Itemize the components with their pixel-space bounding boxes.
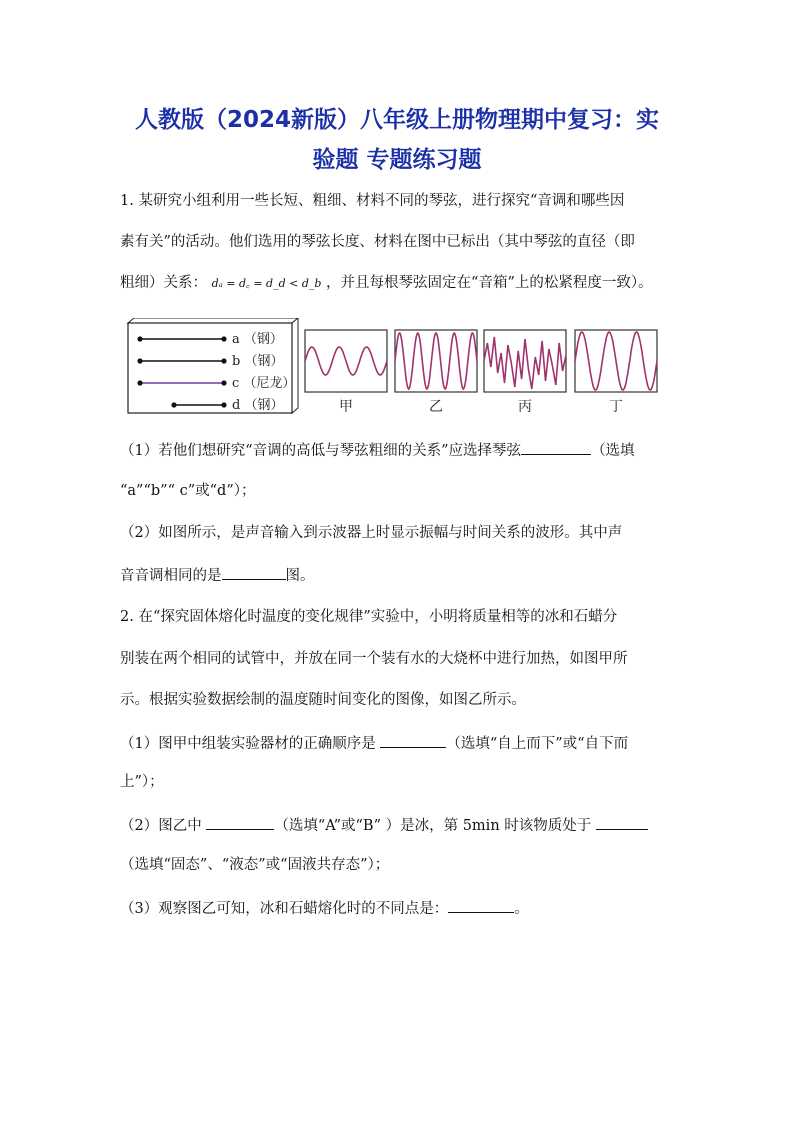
q1-line2: 素有关”的活动。他们选用的琴弦长度、材料在图中已标出（其中琴弦的直径（即 [120,234,635,250]
answer-blank[interactable] [222,565,286,580]
diameter-relation: dₐ = d꜀ = d_d < d_b [211,277,322,290]
strings-waveform-figure [120,318,665,418]
waveform-3 [484,330,566,415]
string-label-c: c （尼龙） [232,376,296,391]
waveform-label-3: 丙 [518,399,532,415]
q1-line3-pre: 粗细）关系： [120,275,207,291]
q2-sub2-line2: （选填“固态”、“液态”或“固液共存态”）； [120,857,390,873]
answer-blank[interactable] [380,733,446,748]
q1-sub1 [120,440,676,461]
string-label-d: d （钢） [232,398,284,413]
string-label-a: a （钢） [232,332,283,347]
title-line-1: 人教版（2024新版）八年级上册物理期中复习：实 [134,107,659,133]
q1-sub2-post: 图。 [285,568,315,584]
q1-sub1-line2: “a”“b”“ c”或“d”）； [120,483,256,499]
answer-blank[interactable] [596,815,648,830]
q2-sub2-pre: （2）图乙中 [120,818,207,834]
q2-sub3-post: 。 [514,901,529,917]
answer-blank[interactable] [521,440,591,455]
answer-blank[interactable] [448,898,514,913]
q1-sub2-pre: 音音调相同的是 [120,568,222,584]
q2-line2: 别装在两个相同的试管中，并放在同一个装有水的大烧杯中进行加热，如图甲所 [120,651,628,667]
q1-sub1-post: （选填 [591,443,635,459]
q2-sub1-pre: （1）图甲中组装实验器材的正确顺序是 [120,736,381,752]
q2-sub3 [120,898,676,919]
q1-sub2-line1: （2）如图所示，是声音输入到示波器上时显示振幅与时间关系的波形。其中声 [120,525,623,541]
string-label-b: b （钢） [232,354,284,369]
q2-sub2 [120,815,676,836]
q1-line1: 1. 某研究小组利用一些长短、粗细、材料不同的琴弦，进行探究“音调和哪些因 [120,193,625,209]
q1-sub1-pre: （1）若他们想研究“音调的高低与琴弦粗细的关系”应选择琴弦 [120,443,522,459]
waveform-label-2: 乙 [429,399,443,415]
q2-line3: 示。根据实验数据绘制的温度随时间变化的图像，如图乙所示。 [120,692,526,708]
q2-sub2-mid: （选填“A”或“B” ）是冰，第 5min 时该物质处于 [274,818,596,834]
q2-line1: 2. 在“探究固体熔化时温度的变化规律”实验中，小明将质量相等的冰和石蜡分 [120,609,618,625]
q1-line3-post: ，并且每根琴弦固定在“音箱”上的松紧程度一致）。 [326,275,653,291]
waveform-2 [395,330,477,415]
waveform-label-1: 甲 [339,399,353,415]
page-title [110,100,684,180]
waveform-1 [305,330,387,415]
q1-line3 [120,273,676,294]
q2-sub1-post: （选填“自上而下”或“自下而 [446,736,629,752]
q2-sub3-pre: （3）观察图乙可知，冰和石蜡熔化时的不同点是： [120,901,449,917]
q2-sub1 [120,733,676,754]
title-line-2: 验题 专题练习题 [312,147,482,173]
q2-sub1-line2: 上”）； [120,774,164,790]
waveform-4 [575,330,657,415]
answer-blank[interactable] [206,815,274,830]
waveform-label-4: 丁 [609,399,623,415]
q1-sub2-line2 [120,565,676,586]
